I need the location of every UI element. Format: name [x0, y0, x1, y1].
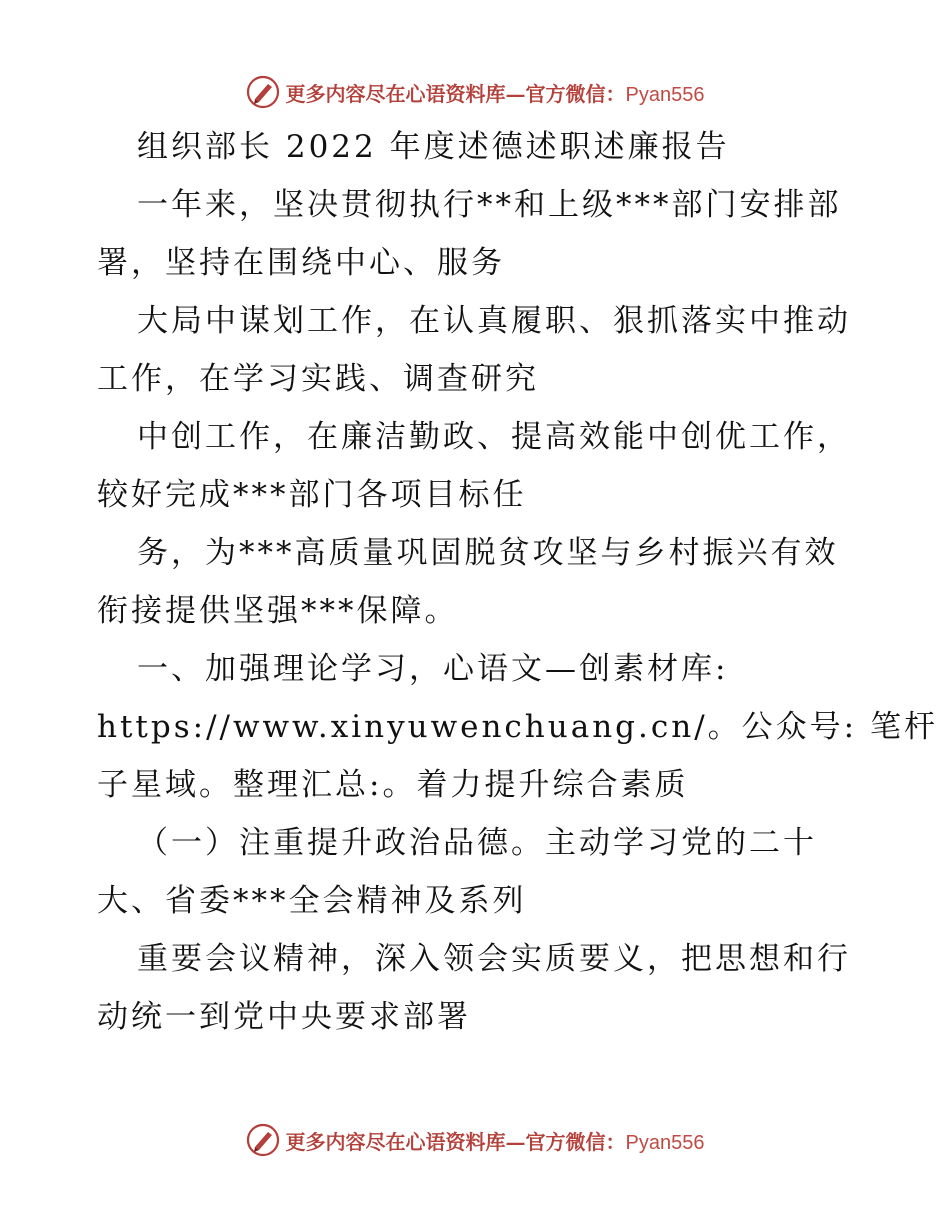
watermark-text: 更多内容尽在心语资料库—官方微信：Pyan556 [285, 1129, 705, 1154]
document-line: 工作，在学习实践、调查研究 [97, 361, 539, 397]
document-line: 较好完成***部门各项目标任 [97, 477, 527, 513]
document-line: 重要会议精神，深入领会实质要义，把思想和行 [137, 941, 851, 977]
document-line: 一、加强理论学习，心语文—创素材库: [137, 651, 729, 687]
header-watermark [0, 72, 950, 112]
document-line: （一）注重提升政治品德。主动学习党的二十 [137, 825, 817, 861]
footer-watermark [0, 1120, 950, 1160]
document-line: 子星域。整理汇总:。着力提升综合素质 [97, 767, 689, 803]
watermark-text: 更多内容尽在心语资料库—官方微信：Pyan556 [285, 81, 705, 106]
document-line: 一年来，坚决贯彻执行**和上级***部门安排部 [137, 187, 842, 223]
document-line: 衔接提供坚强***保障。 [97, 593, 459, 629]
watermark-handle: Pyan556 [625, 83, 705, 106]
document-line: 组织部长 2022 年度述德述职述廉报告 [137, 129, 730, 165]
document-line: 大、省委***全会精神及系列 [97, 883, 527, 919]
document-line: 动统一到党中央要求部署 [97, 999, 471, 1035]
document-line: 署，坚持在围绕中心、服务 [97, 245, 505, 281]
pen-logo-icon [246, 1123, 280, 1157]
document-line: 务，为***高质量巩固脱贫攻坚与乡村振兴有效 [137, 535, 839, 571]
document-body [97, 118, 938, 1046]
pen-logo-icon [246, 75, 280, 109]
document-line: 大局中谋划工作，在认真履职、狠抓落实中推动 [137, 303, 851, 339]
document-line: 中创工作，在廉洁勤政、提高效能中创优工作， [137, 419, 851, 455]
document-line: https://www.xinyuwenchuang.cn/。公众号: 笔杆 [97, 709, 938, 745]
watermark-handle: Pyan556 [625, 1131, 705, 1154]
